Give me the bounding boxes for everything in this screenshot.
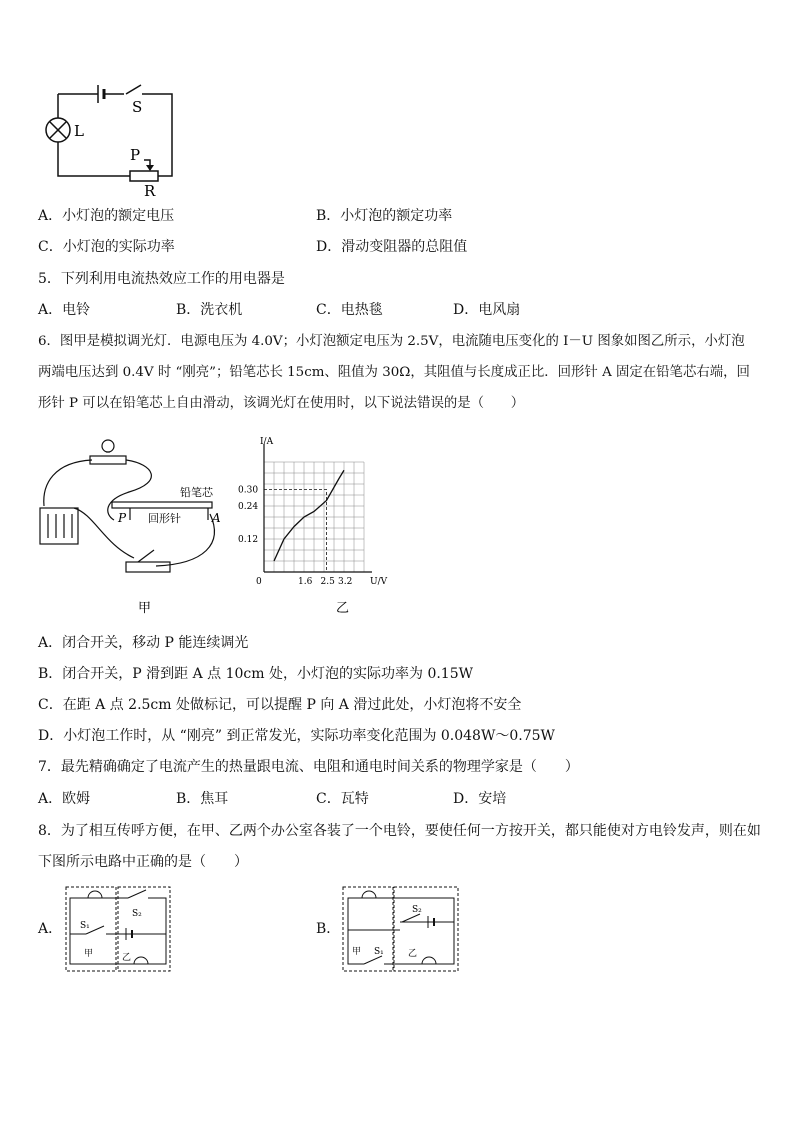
q5-option-a: A．电铃	[38, 302, 91, 318]
q7-option-b: B．焦耳	[176, 791, 229, 807]
jia-label-b: 甲	[352, 947, 362, 957]
dashed-guide	[264, 490, 327, 573]
figure-yi-caption: 乙	[336, 601, 350, 616]
figure-yi-iu-chart	[228, 434, 408, 624]
x-tick-label: 1.6	[298, 577, 313, 587]
yi-label-b: 乙	[408, 949, 418, 959]
switch-label: S	[132, 98, 143, 116]
y-tick-label: 0.12	[238, 535, 259, 545]
q5-stem: 5．下列利用电流热效应工作的用电器是	[38, 271, 285, 287]
q5-option-d: D．电风扇	[453, 302, 521, 318]
paperclip-label: 回形针	[148, 512, 181, 525]
q6-option-b: B．闭合开关，P 滑到距 A 点 10cm 处，小灯泡的实际功率为 0.15W	[38, 666, 474, 682]
x-tick-label: 3.2	[338, 577, 353, 587]
q5-option-c: C．电热毯	[316, 302, 383, 318]
q7-stem: 7．最先精确确定了电流产生的热量跟电流、电阻和通电时间关系的物理学家是（ ）	[38, 759, 579, 775]
circuit-figure-lamp-rheostat	[38, 76, 178, 200]
q8-circuit-b	[340, 884, 462, 974]
q7-option-a: A．欧姆	[38, 791, 91, 807]
x-tick-label: 2.5	[320, 577, 335, 587]
q5-option-b: B．洗衣机	[176, 302, 243, 318]
q6-option-c: C．在距 A 点 2.5cm 处做标记，可以提醒 P 向 A 滑过此处，小灯泡将不安全	[38, 697, 522, 713]
q8-option-a-label: A．	[38, 921, 63, 937]
q6-stem-line1: 6．图甲是模拟调光灯．电源电压为 4.0V；小灯泡额定电压为 2.5V，电流随电压变化的 I－U 图象如图乙所示，小灯泡	[38, 334, 745, 349]
q4-option-d: D．滑动变阻器的总阻值	[316, 239, 468, 255]
lamp-label: L	[74, 122, 84, 140]
q6-option-a: A．闭合开关，移动 P 能连续调光	[38, 635, 249, 651]
pencil-lead-label: 铅笔芯	[180, 486, 213, 499]
x-tick-label: 0	[256, 577, 262, 587]
s1-label-b: S₁	[374, 947, 384, 957]
q7-option-d: D．安培	[453, 791, 507, 807]
s2-label-b: S₂	[412, 905, 422, 915]
jia-label-a: 甲	[84, 949, 94, 959]
q8-circuit-a	[62, 884, 174, 974]
q8-stem-line1: 8．为了相互传呼方便，在甲、乙两个办公室各装了一个电铃，要使任何一方按开关，都只能使对方电铃发声，则在如	[38, 823, 761, 839]
s2-label-a: S₂	[132, 909, 142, 919]
x-axis-label: U/V	[370, 577, 388, 587]
point-p-label: P	[118, 511, 127, 525]
point-a-label: A	[212, 511, 221, 525]
figure-jia-caption: 甲	[138, 601, 152, 616]
q8-option-b-label: B．	[316, 921, 341, 937]
q4-option-a: A．小灯泡的额定电压	[38, 208, 175, 224]
q6-stem-line3: 形针 P 可以在铅笔芯上自由滑动，该调光灯在使用时，以下说法错误的是（ ）	[38, 396, 525, 411]
yi-label-a: 乙	[122, 953, 132, 963]
slider-label: P	[130, 146, 141, 164]
q8-stem-line2: 下图所示电路中正确的是（ ）	[38, 854, 248, 870]
q4-option-c: C．小灯泡的实际功率	[38, 239, 175, 255]
y-axis-label: I/A	[260, 437, 274, 447]
q7-option-c: C．瓦特	[316, 791, 369, 807]
q6-option-d: D．小灯泡工作时，从 “刚亮” 到正常发光，实际功率变化范围为 0.048W～0.75W	[38, 728, 555, 744]
s1-label-a: S₁	[80, 921, 90, 931]
figure-jia-dimmer-circuit	[34, 434, 234, 624]
q6-stem-line2: 两端电压达到 0.4V 时 “刚亮”；铅笔芯长 15cm、阻值为 30Ω，其阻值与长度成正比．回形针 A 固定在铅笔芯右端，回	[38, 365, 750, 380]
q4-option-b: B．小灯泡的额定功率	[316, 208, 453, 224]
rheostat-label: R	[144, 182, 156, 200]
y-tick-label: 0.24	[238, 502, 259, 512]
y-tick-label: 0.30	[238, 485, 259, 496]
